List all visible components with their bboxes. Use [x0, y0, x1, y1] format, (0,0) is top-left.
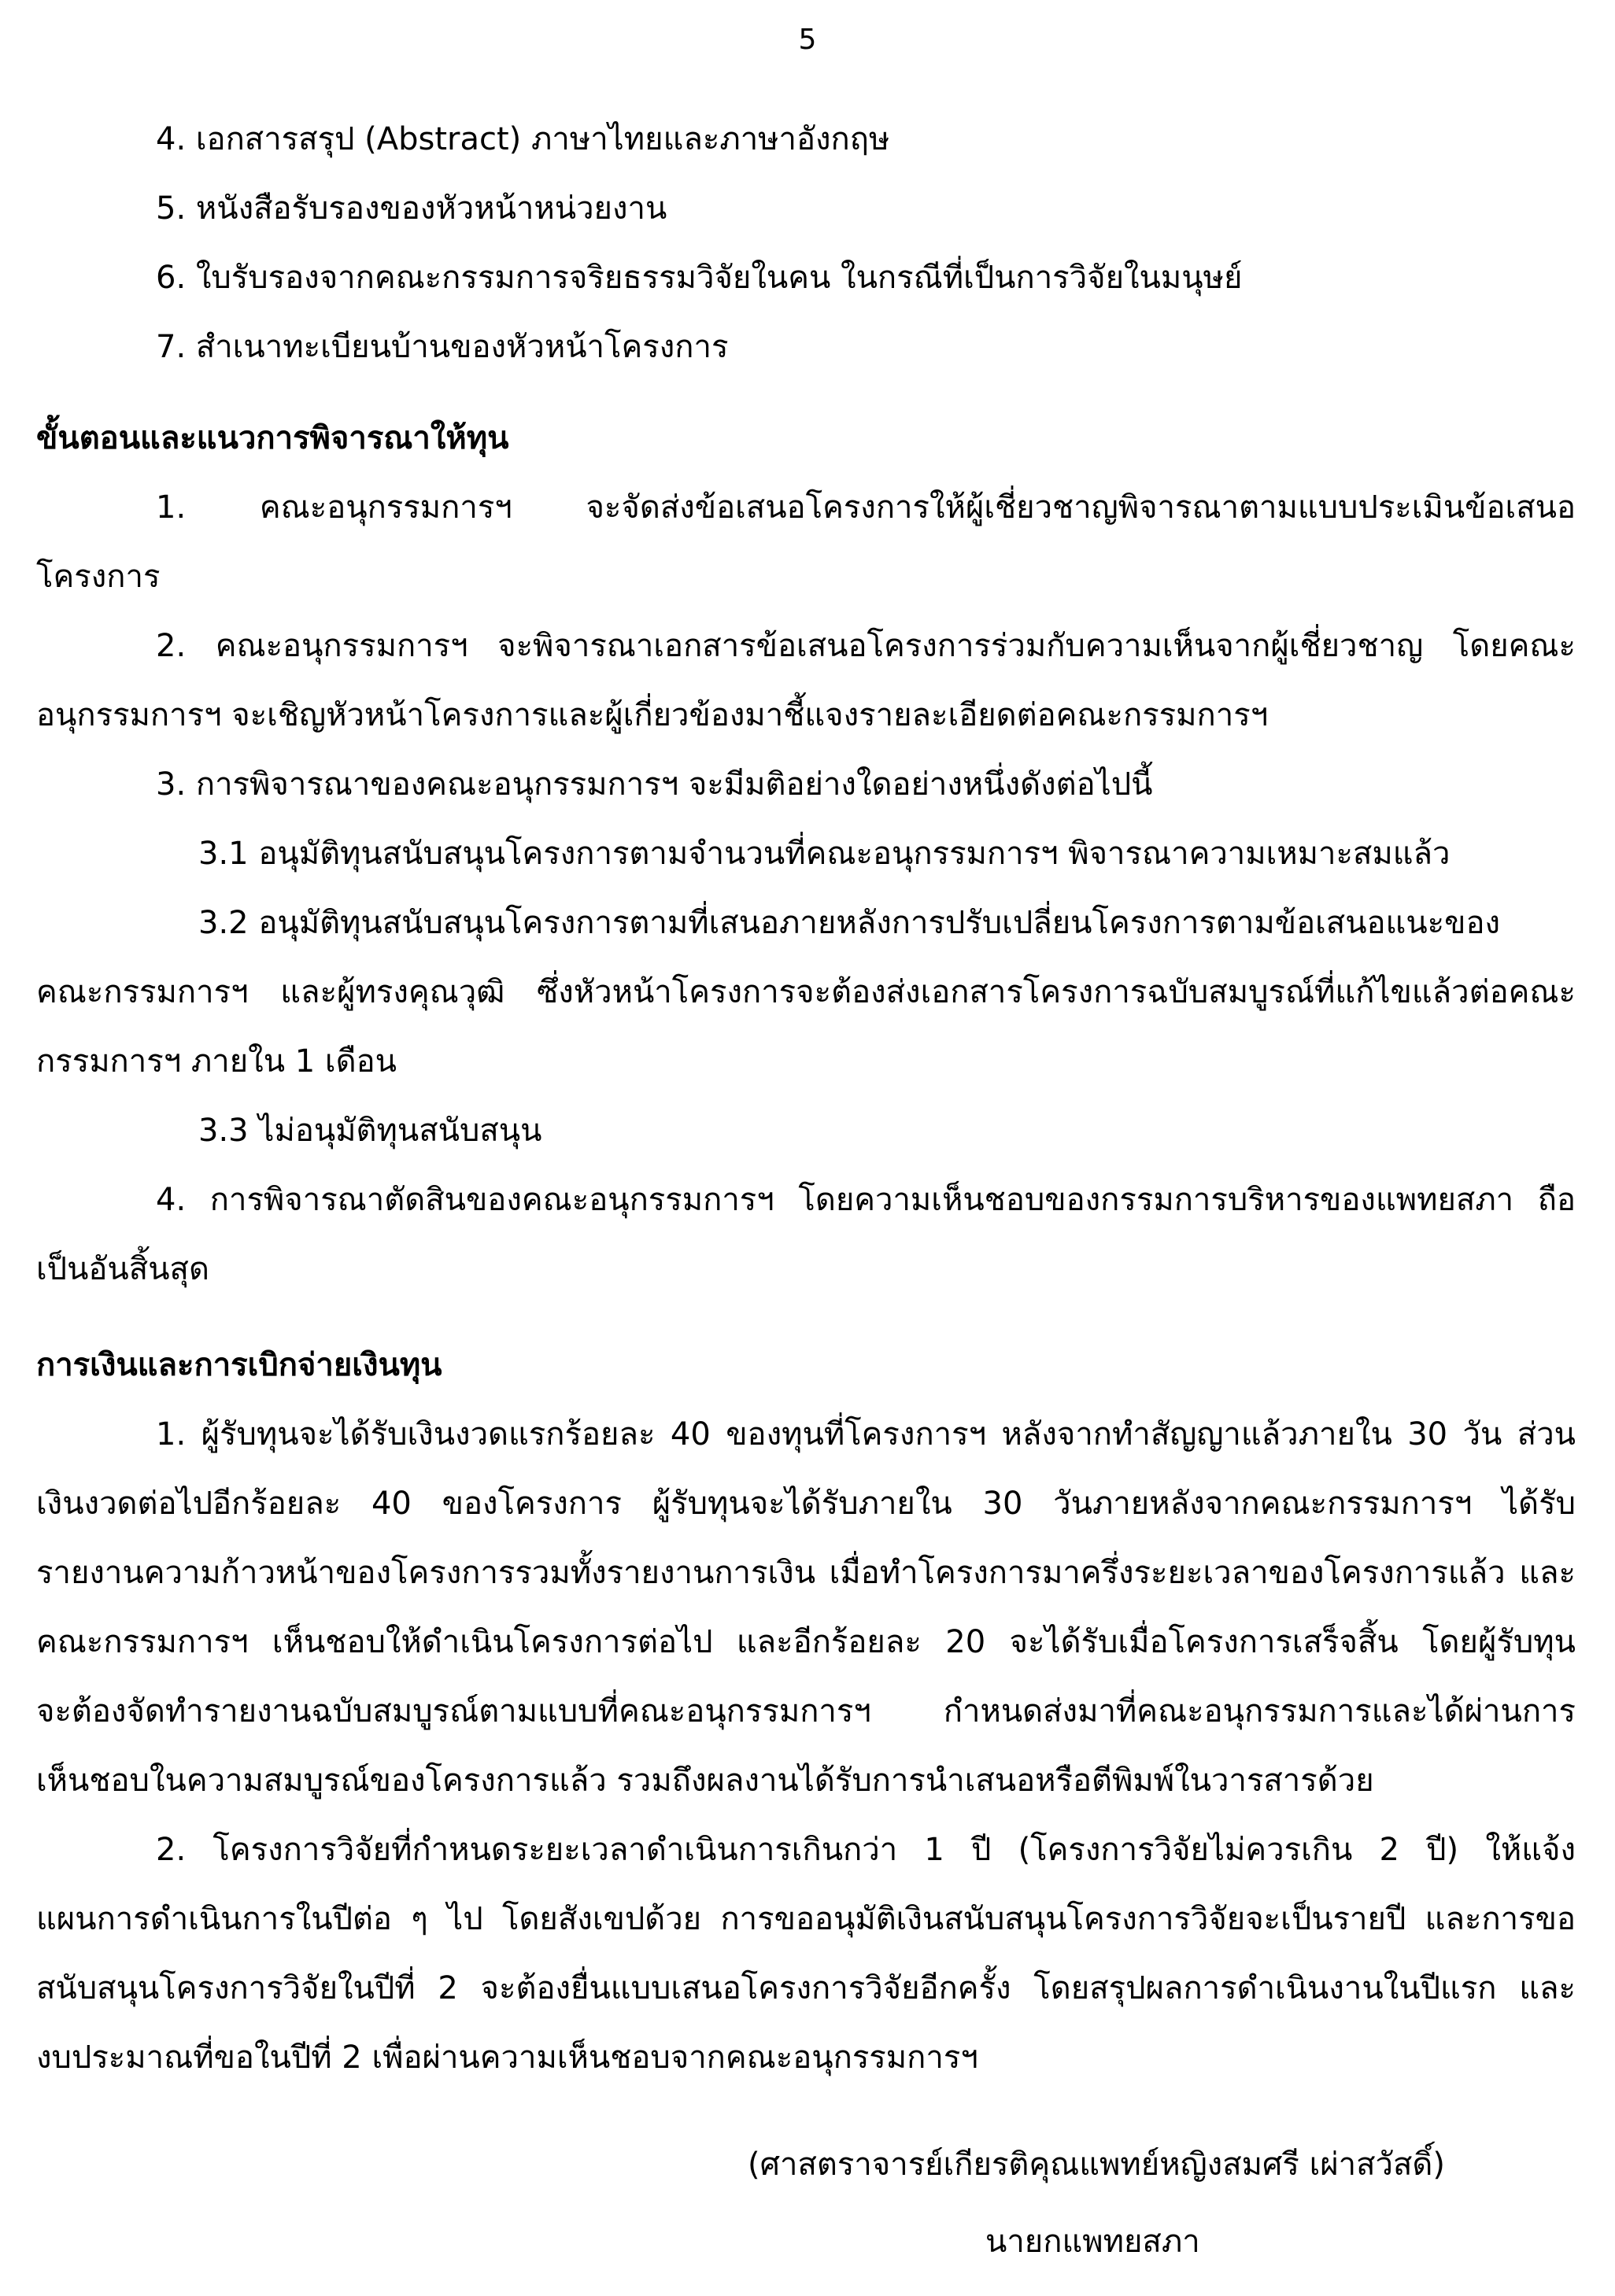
- paragraph-line: คณะกรรมการฯ เห็นชอบให้ดำเนินโครงการต่อไป และอีกร้อยละ 20 จะได้รับเมื่อโครงการเสร็จสิ้น โดยผู้รับทุน: [36, 1624, 1576, 1660]
- paragraph-line: คณะกรรมการฯ และผู้ทรงคุณวุฒิ ซึ่งหัวหน้าโครงการจะต้องส่งเอกสารโครงการฉบับสมบูรณ์ที่แก้ไขแล้วต่อคณะ: [36, 974, 1576, 1010]
- paragraph-line: เป็นอันสิ้นสุด: [36, 1251, 209, 1287]
- paragraph-line: 1. ผู้รับทุนจะได้รับเงินงวดแรกร้อยละ 40 ของทุนที่โครงการฯ หลังจากทำสัญญาแล้วภายใน 30 วัน ส่วน: [156, 1416, 1576, 1453]
- list-item: 4. เอกสารสรุป (Abstract) ภาษาไทยและภาษาอังกฤษ: [156, 121, 890, 157]
- paragraph-line: งบประมาณที่ขอในปีที่ 2 เพื่อผ่านความเห็นชอบจากคณะอนุกรรมการฯ: [36, 2039, 978, 2076]
- list-item: 7. สำเนาทะเบียนบ้านของหัวหน้าโครงการ: [156, 329, 729, 365]
- list-item: 6. ใบรับรองจากคณะกรรมการจริยธรรมวิจัยในคน ในกรณีที่เป็นการวิจัยในมนุษย์: [156, 260, 1243, 296]
- sub-item: 3.1 อนุมัติทุนสนับสนุนโครงการตามจำนวนที่คณะอนุกรรมการฯ พิจารณาความเหมาะสมแล้ว: [198, 836, 1451, 872]
- paragraph-line: 2. คณะอนุกรรมการฯ จะพิจารณาเอกสารข้อเสนอโครงการร่วมกับความเห็นจากผู้เชี่ยวชาญ โดยคณะ: [156, 628, 1576, 664]
- paragraph-line: สนับสนุนโครงการวิจัยในปีที่ 2 จะต้องยื่นแบบเสนอโครงการวิจัยอีกครั้ง โดยสรุปผลการดำเนินงานในปีแรก และ: [36, 1970, 1576, 2006]
- paragraph-line: จะต้องจัดทำรายงานฉบับสมบูรณ์ตามแบบที่คณะอนุกรรมการฯ กำหนดส่งมาที่คณะอนุกรรมการและได้ผ่านการ: [36, 1693, 1576, 1729]
- page-number: 5: [798, 24, 817, 56]
- paragraph-line: กรรมการฯ ภายใน 1 เดือน: [36, 1043, 397, 1080]
- sub-item: 3.3 ไม่อนุมัติทุนสนับสนุน: [198, 1113, 542, 1149]
- paragraph-line: รายงานความก้าวหน้าของโครงการรวมทั้งรายงานการเงิน เมื่อทำโครงการมาครึ่งระยะเวลาของโครงการแล้ว และ: [36, 1555, 1576, 1591]
- paragraph-line: อนุกรรมการฯ จะเชิญหัวหน้าโครงการและผู้เกี่ยวข้องมาชี้แจงรายละเอียดต่อคณะกรรมการฯ: [36, 697, 1269, 733]
- list-item: 5. หนังสือรับรองของหัวหน้าหน่วยงาน: [156, 190, 667, 227]
- paragraph-line: 3. การพิจารณาของคณะอนุกรรมการฯ จะมีมติอย่างใดอย่างหนึ่งดังต่อไปนี้: [156, 766, 1153, 803]
- paragraph-line: 4. การพิจารณาตัดสินของคณะอนุกรรมการฯ โดยความเห็นชอบของกรรมการบริหารของแพทยสภา ถือ: [156, 1182, 1576, 1218]
- paragraph-line: เห็นชอบในความสมบูรณ์ของโครงการแล้ว รวมถึงผลงานได้รับการนำเสนอหรือตีพิมพ์ในวารสารด้วย: [36, 1763, 1374, 1799]
- signature-name: (ศาสตราจารย์เกียรติคุณแพทย์หญิงสมศรี เผ่าสวัสดิ์): [748, 2147, 1446, 2183]
- section-heading-finance: การเงินและการเบิกจ่ายเงินทุน: [36, 1347, 442, 1383]
- paragraph-line: เงินงวดต่อไปอีกร้อยละ 40 ของโครงการ ผู้รับทุนจะได้รับภายใน 30 วันภายหลังจากคณะกรรมการฯ ได้รับ: [36, 1486, 1576, 1522]
- signature-title: นายกแพทยสภา: [985, 2224, 1200, 2260]
- section-heading-consideration: ขั้นตอนและแนวการพิจารณาให้ทุน: [36, 420, 509, 456]
- paragraph-line: แผนการดำเนินการในปีต่อ ๆ ไป โดยสังเขปด้วย การขออนุมัติเงินสนับสนุนโครงการวิจัยจะเป็นรายปี และการขอ: [36, 1901, 1576, 1937]
- paragraph-line: 2. โครงการวิจัยที่กำหนดระยะเวลาดำเนินการเกินกว่า 1 ปี (โครงการวิจัยไม่ควรเกิน 2 ปี) ให้แจ้ง: [156, 1832, 1576, 1868]
- paragraph-line: 1. คณะอนุกรรมการฯ จะจัดส่งข้อเสนอโครงการให้ผู้เชี่ยวชาญพิจารณาตามแบบประเมินข้อเสนอ: [156, 489, 1576, 526]
- sub-item: 3.2 อนุมัติทุนสนับสนุนโครงการตามที่เสนอภายหลังการปรับเปลี่ยนโครงการตามข้อเสนอแนะของ: [198, 905, 1501, 941]
- paragraph-line: โครงการ: [36, 559, 161, 595]
